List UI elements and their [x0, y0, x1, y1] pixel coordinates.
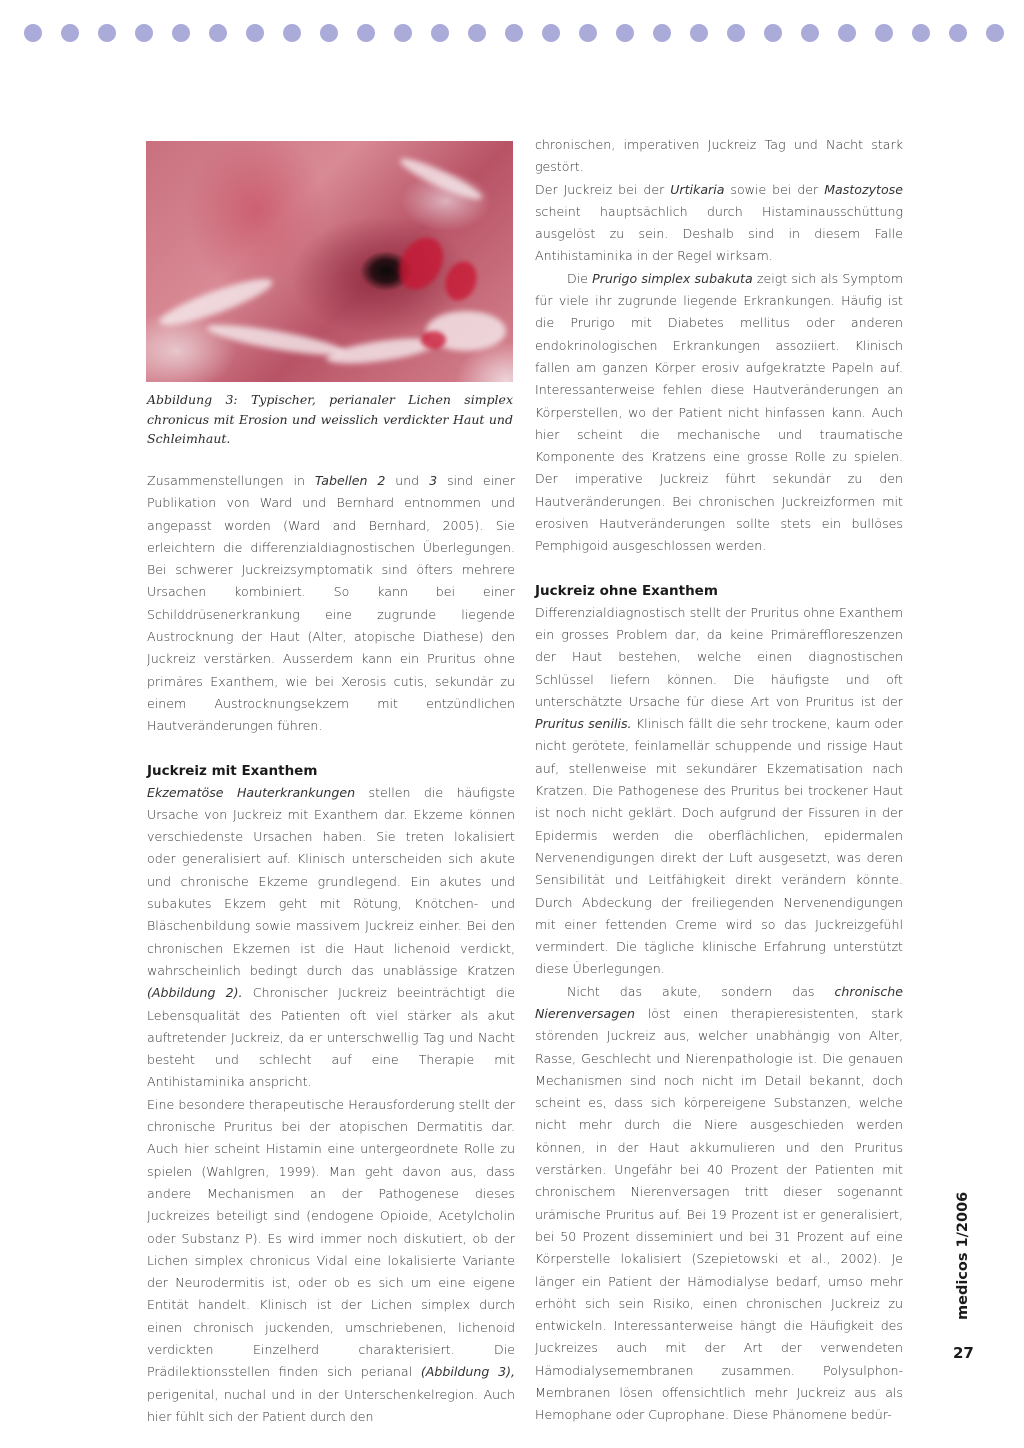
figure-photo — [146, 141, 513, 382]
paragraph: Die Prurigo simplex subakuta zeigt sich als Symptom für viele ihr zugrunde liegende Erkrankungen. Häufig ist die Prurigo mit Diabetes mellitus oder anderen endokrinologischen Erkrankungen assoziiert. Klinisch fallen am ganzen Körper erosiv aufgekratzte Papeln auf. Interessanterweise fehlen diese Hautveränderungen an Körperstellen, wo der Patient nicht hinfassen kann. Auch hier scheint die mechanische und traumatische Komponente des Kratzens eine grosse Rolle zu spielen. Der imperative Juckreiz führt sekundär zu den Hautveränderungen. Bei chronischen Juckreizformen mit erosiven Hautveränderungen sollte stets ein bullöses Pemphigoid ausgeschlossen werden. — [535, 270, 904, 554]
header-dot — [135, 24, 153, 42]
page-number: 27 — [953, 1344, 974, 1362]
paragraph: Ekzematöse Hauterkrankungen stellen die häufigste Ursache von Juckreiz mit Exanthem dar. Ekzeme können verschiedenste Ursachen haben. Sie treten lokalisiert oder generalisiert auf. Klinisch unterscheiden sich akute und chronische Ekzeme grundlegend. Ein akutes und subakutes Ekzem geht mit Rötung, Knötchen- und Bläschenbildung sowie massivem Juckreiz einher. Bei den chronischen Ekzemen ist die Haut lichenoid verdickt, wahrscheinlich bedingt durch das unablässige Kratzen (Abbildung 2). Chronischer Juckreiz beeinträchtigt die Lebensqualität des Patienten oft viel stärker als akut auftretender Juckreiz, da er unterschwellig Tag und Nacht besteht und schlecht auf eine Therapie mit Antihistaminika anspricht. — [147, 784, 515, 1090]
paragraph: Differenzialdiagnostisch stellt der Pruritus ohne Exanthem ein grosses Problem dar, da keine Primäreffloreszenzen der Haut bestehen, welche einen diagnostischen Schlüssel liefern können. Die häufigste und oft unterschätzte Ursache für diese Art von Pruritus ist der Pruritus senilis. Klinisch fällt die sehr trockene, kaum oder nicht gerötete, feinlamellär schuppende und rissige Haut auf, stellenweise mit sekundärer Ekzematisation nach Kratzen. Die Pathogenese des Pruritus bei trockener Haut ist noch nicht geklärt. Doch aufgrund der Fissuren in der Epidermis werden die oberflächlichen, epidermalen Nervenendigungen direkt der Luft ausgesetzt, was deren Sensibilität und Leitfähigkeit direkt verändern könnte. Durch Abdeckung der freiliegenden Nervenendigungen mit einer fettenden Creme wird so das Juckreizgefühl vermindert. Die tägliche klinische Erfahrung unterstützt diese Überlegungen. — [535, 604, 903, 977]
header-dot — [986, 24, 1004, 42]
header-dot — [727, 24, 745, 42]
section-heading: Juckreiz mit Exanthem — [147, 762, 318, 779]
header-dot — [949, 24, 967, 42]
header-dot — [246, 24, 264, 42]
paragraph: chronischen, imperativen Juckreiz Tag und Nacht stark gestört. — [535, 137, 903, 175]
header-dot — [320, 24, 338, 42]
header-dot — [764, 24, 782, 42]
header-dot — [912, 24, 930, 42]
header-dot — [875, 24, 893, 42]
paragraph: Zusammenstellungen in Tabellen 2 und 3 sind einer Publikation von Ward und Bernhard entnommen und angepasst worden (Ward and Bernhard, 2005). Sie erleichtern die differenzialdiagnostischen Überlegungen. Bei schwerer Juckreizsymptomatik sind öfters mehrere Ursachen kombiniert. So kann bei einer Schilddrüsenerkrankung eine zugrunde liegende Austrocknung der Haut (Alter, atopische Diathese) den Juckreiz verstärken. Ausserdem kann ein Pruritus ohne primäres Exanthem, wie bei Xerosis cutis, sekundär zu einem Austrocknungsekzem mit entzündlichen Hautveränderungen führen. — [147, 473, 516, 734]
left-text-column — [147, 470, 515, 1428]
header-dot — [579, 24, 597, 42]
header-dot — [801, 24, 819, 42]
header-dot — [653, 24, 671, 42]
header-dot — [690, 24, 708, 42]
header-dot — [394, 24, 412, 42]
header-dot — [61, 24, 79, 42]
header-dot — [98, 24, 116, 42]
header-dot — [172, 24, 190, 42]
header-dot — [357, 24, 375, 42]
header-dot — [838, 24, 856, 42]
section-heading: Juckreiz ohne Exanthem — [535, 582, 718, 599]
header-dot — [24, 24, 42, 42]
paragraph: Nicht das akute, sondern das chronische Nierenversagen löst einen therapieresistenten, stark störenden Juckreiz aus, welcher unabhängig von Alter, Rasse, Geschlecht und Nierenpathologie ist. Die genauen Mechanismen sind noch nicht im Detail bekannt, doch scheint es, dass sich körpereigene Substanzen, welche nicht mehr durch die Niere ausgeschieden werden können, in der Haut akkumulieren und den Pruritus verstärken. Ungefähr bei 40 Prozent der Patienten mit chronischem Nierenversagen tritt dieser sogenannt urämische Pruritus auf. Bei 19 Prozent ist er generalisiert, bei 50 Prozent disseminiert und bei 31 Prozent auf eine Körperstelle lokalisiert (Szepietowski et al., 2002). Je länger ein Patient der Hämodialyse bedarf, umso mehr erhöht sich sein Risiko, einen chronischen Juckreiz zu entwickeln. Interessanterweise hängt die Häufigkeit des Juckreizes auch mit der Art der verwendeten Hämodialysemembranen zusammen. Polysulphon-Membranen lösen offensichtlich mehr Juckreiz aus als Hemophane oder Cuprophane. Diese Phänomene bedür- — [535, 983, 903, 1423]
right-text-column — [535, 134, 903, 1427]
header-dot — [616, 24, 634, 42]
figure-caption: Abbildung 3: Typischer, perianaler Lichen simplex chronicus mit Erosion und weisslich verdickter Haut und Schleimhaut. — [147, 392, 513, 446]
header-dot — [542, 24, 560, 42]
header-dot — [283, 24, 301, 42]
header-dot — [431, 24, 449, 42]
header-dot-row — [24, 24, 1024, 44]
paragraph: Eine besondere therapeutische Herausforderung stellt der chronische Pruritus bei der atopischen Dermatitis dar. Auch hier scheint Histamin eine untergeordnete Rolle zu spielen (Wahlgren, 1999). Man geht davon aus, dass andere Mechanismen an der Pathogenese dieses Juckreizes beteiligt sind (endogene Opioide, Acetylcholin oder Substanz P). Es wird immer noch diskutiert, ob der Lichen simplex chronicus Vidal eine lokalisierte Variante der Neurodermitis ist, oder ob es sich um eine eigene Entität handelt. Klinisch ist der Lichen simplex durch einen chronisch juckenden, umschriebenen, lichenoid verdickten Einzelherd charakterisiert. Die Prädilektionsstellen finden sich perianal (Abbildung 3), perigenital, nuchal und in der Unterschenkelregion. Auch hier fühlt sich der Patient durch den — [147, 1096, 515, 1424]
header-dot — [209, 24, 227, 42]
header-dot — [468, 24, 486, 42]
journal-name: medicos 1/2006 — [955, 1191, 971, 1320]
paragraph: Der Juckreiz bei der Urtikaria sowie bei der Mastozytose scheint hauptsächlich durch Histaminausschüttung ausgelöst zu sein. Deshalb sind in diesem Falle Antihistaminika in der Regel wirksam. — [535, 181, 903, 264]
header-dot — [505, 24, 523, 42]
